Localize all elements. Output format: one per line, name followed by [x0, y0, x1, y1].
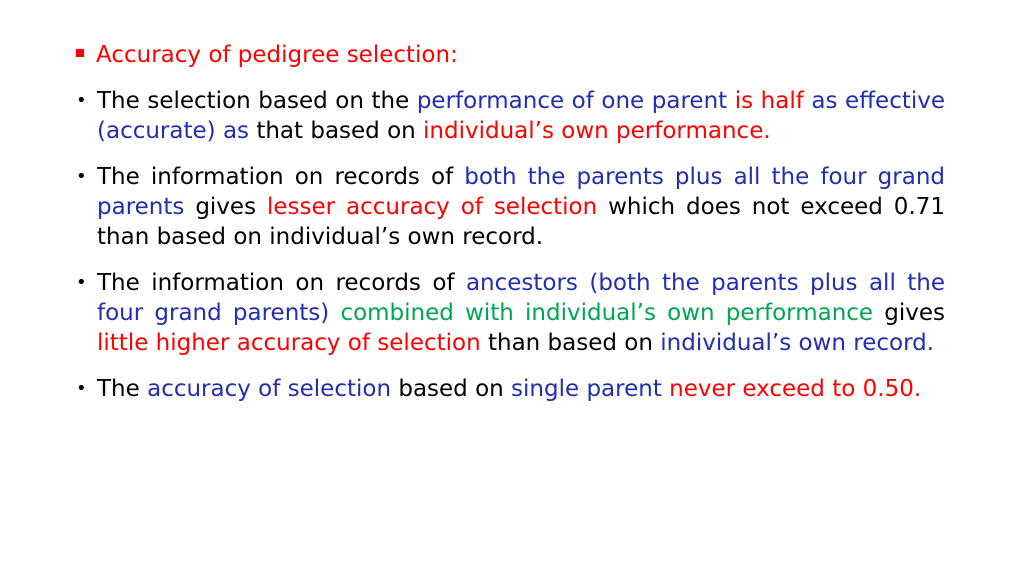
bullet-segment: is half	[734, 88, 812, 114]
bullet-list	[76, 86, 946, 420]
bullet-dot-icon: •	[76, 378, 87, 399]
bullet-segment: ancestors (both the parents plus all the four grand parents)	[97, 270, 946, 326]
bullet-segment: individual’s own record.	[660, 330, 935, 356]
bullet-dot-icon: •	[76, 90, 87, 111]
bullet-segment: The information on records of	[97, 164, 465, 190]
bullet-segment: as effective (accurate) as	[97, 88, 946, 144]
square-bullet-icon	[76, 49, 84, 57]
bullet-item	[76, 162, 946, 252]
bullet-segment: both the parents plus all the four grand parents	[97, 164, 945, 220]
bullet-segment: The	[97, 376, 148, 402]
bullet-dot-icon: •	[76, 272, 87, 293]
bullet-segment: combined with individual’s own performance	[340, 300, 885, 326]
bullet-segment: single parent	[511, 376, 670, 402]
bullet-segment: little higher accuracy of selection	[97, 330, 488, 356]
bullet-item	[76, 268, 946, 358]
bullet-segment: which does not exceed 0.71 than based on individual’s own record.	[97, 194, 946, 250]
bullet-item	[76, 374, 945, 404]
bullet-segment: based on	[398, 376, 512, 402]
bullet-segment: that based on	[256, 118, 424, 144]
heading-text: Accuracy of pedigree selection:	[96, 42, 458, 68]
bullet-item	[76, 86, 946, 146]
bullet-segment: The information on records of	[97, 270, 466, 296]
bullet-dot-icon: •	[76, 166, 87, 187]
bullet-segment: never exceed to 0.50.	[669, 376, 922, 402]
heading	[76, 38, 458, 72]
bullet-segment: gives	[884, 300, 945, 326]
bullet-segment: individual’s own performance.	[423, 118, 771, 144]
bullet-segment: performance of one parent	[416, 88, 735, 114]
bullet-segment: lesser accuracy of selection	[266, 194, 609, 220]
bullet-segment: gives	[195, 194, 267, 220]
bullet-segment: accuracy of selection	[147, 376, 399, 402]
bullet-segment: than based on	[487, 330, 661, 356]
bullet-segment: The selection based on the	[97, 88, 417, 114]
